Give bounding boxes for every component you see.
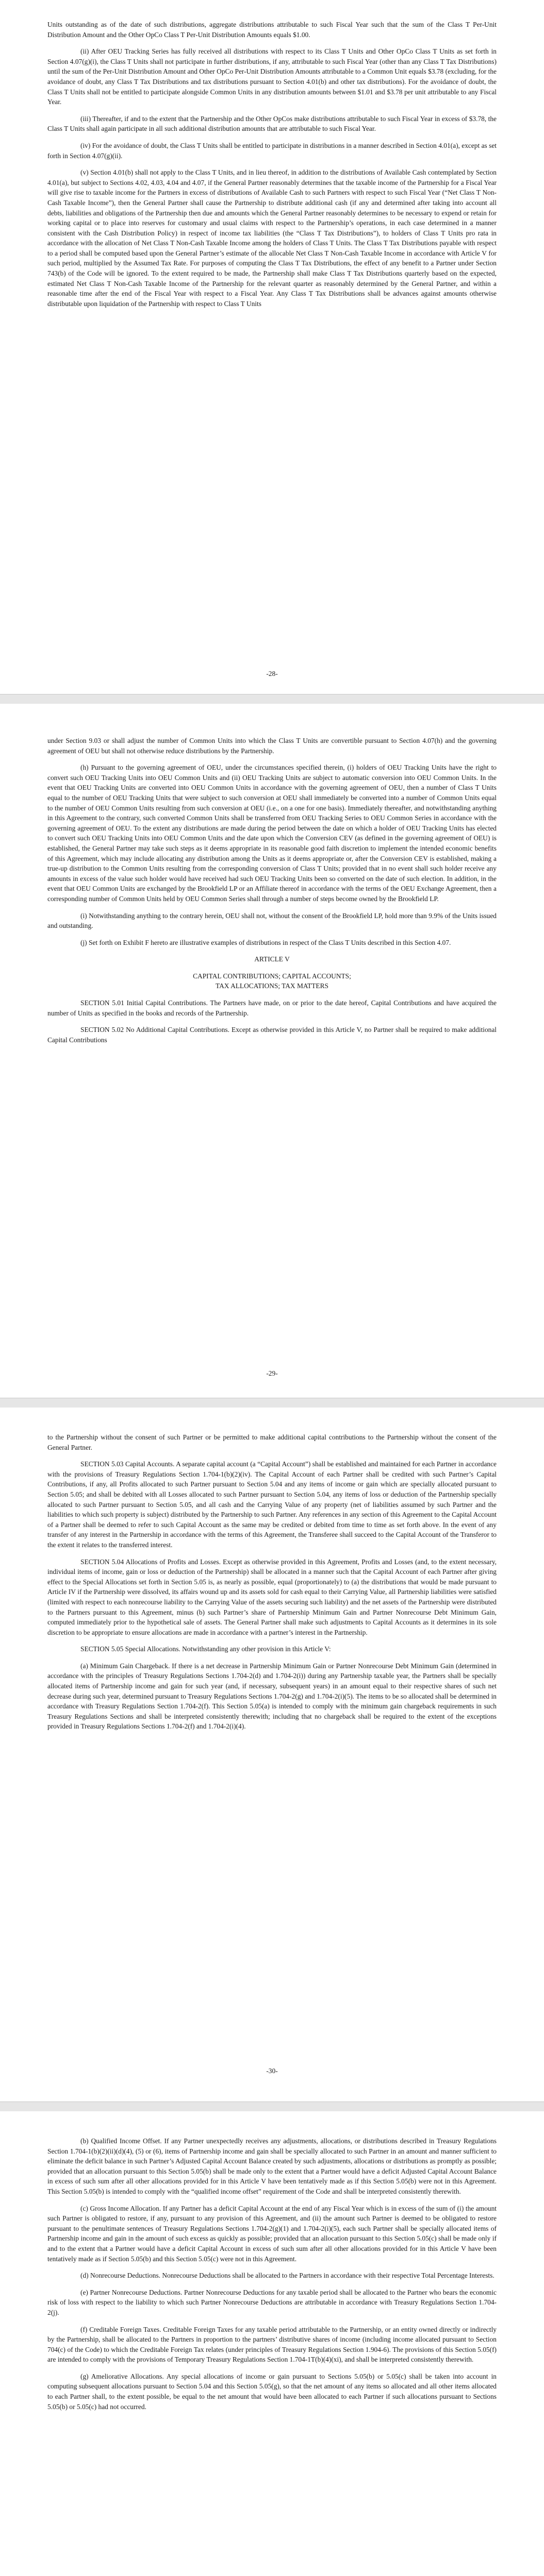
document-page-28	[0, 0, 544, 694]
paragraph: (f) Creditable Foreign Taxes. Creditable Foreign Taxes for any taxable period attributable to the Partnership, or an entity owned directly or indirectly by the Partnership, shall be allocated to the Partners in proportion to the partners’ distributive shares of income (including income allocated pursuant to Section 704(c) of the Code) to which the Creditable Foreign Tax relates (under principles of Treasury Regulations Section 1.904-6). The provisions of this Section 5.05(f) are intended to comply with the provisions of Temporary Treasury Regulations Section 1.704-1T(b)(4)(xi), and shall be interpreted consistently therewith.	[47, 2325, 497, 2364]
paragraph: Units outstanding as of the date of such distributions, aggregate distributions attributable to such Fiscal Year such that the sum of the Class T Per-Unit Distribution Amount and the Other OpCo Class T Per-Unit Distribution Amounts equals $1.00.	[47, 21, 497, 39]
paragraph: (d) Nonrecourse Deductions. Nonrecourse Deductions shall be allocated to the Partners in accordance with their respective Total Percentage Interests.	[80, 2272, 494, 2280]
paragraph: (iii) Thereafter, if and to the extent that the Partnership and the Other OpCos make distributions attributable to such Fiscal Year in excess of $3.78, the Class T Units shall again participate in all such additional distribution amounts that are attributable to such Fiscal Year.	[47, 114, 497, 133]
section-paragraph: SECTION 5.02 No Additional Capital Contributions. Except as otherwise provided in this Article V, no Partner shall be required to make additional Capital Contributions	[47, 1026, 497, 1044]
paragraph: (g) Ameliorative Allocations. Any special allocations of income or gain pursuant to Sections 5.05(b) or 5.05(c) shall be taken into account in computing subsequent allocations pursuant to Section 5.04 and this Section 5.05(g), so that the net amount of any items so allocated and all other items allocated to each Partner shall, to the extent possible, be equal to the net amount that would have been allocated to each Partner if such allocations pursuant to Sections 5.05(b) or 5.05(c) had not occurred.	[47, 2372, 497, 2411]
page-separator	[0, 694, 544, 704]
article-number: ARTICLE V	[254, 955, 290, 963]
page-30-body	[47, 1432, 497, 1738]
page-31-body	[47, 2136, 497, 2418]
section-paragraph: SECTION 5.04 Allocations of Profits and Losses. Except as otherwise provided in this Agreement, Profits and Losses (and, to the extent necessary, individual items of income, gain or loss or deduction of the Partnership) shall be allocated in a manner such that the Capital Account of each Partner after giving effect to the Special Allocations set forth in Section 5.05 is, as nearly as possible, equal (proportionately) to (a) the distributions that would be made pursuant to Article IV if the Partnership were dissolved, its affairs wound up and its assets sold for cash equal to their Carrying Value, all Partnership liabilities were satisfied (limited with respect to each nonrecourse liability to the Carrying Value of the assets securing such liability) and the net assets of the Partnership were distributed to the Partners pursuant to this Agreement, minus (b) such Partner’s share of Partnership Minimum Gain and Partner Nonrecourse Debt Minimum Gain, computed immediately prior to the hypothetical sale of assets. The General Partner shall make such adjustments to Capital Accounts as it determines in its sole discretion to be appropriate to ensure allocations are made in accordance with a partner’s interest in the Partnership.	[47, 1557, 497, 1636]
paragraph: to the Partnership without the consent of such Partner or be permitted to make additional capital contributions to the Partnership without the consent of the General Partner.	[47, 1433, 497, 1451]
paragraph: (b) Qualified Income Offset. If any Partner unexpectedly receives any adjustments, allocations, or distributions described in Treasury Regulations Section 1.704-1(b)(2)(ii)(d)(4), (5) or (6), items of Partnership income and gain shall be specially allocated to such Partner in an amount and manner sufficient to eliminate the deficit balance in such Partner’s Adjusted Capital Account Balance created by such adjustments, allocations or distributions as promptly as possible; provided that an allocation pursuant to this Section 5.05(b) shall be made only to the extent that a Partner would have a deficit Adjusted Capital Account Balance in excess of such sum after all other allocations provided for in this Article V have been tentatively made as if this Section 5.05(b) were not in this Agreement. This Section 5.05(b) is intended to comply with the “qualified income offset” requirement of the Code and shall be interpreted consistently therewith.	[47, 2137, 497, 2195]
section-paragraph: SECTION 5.03 Capital Accounts. A separate capital account (a “Capital Account”) shall be established and maintained for each Partner in accordance with the provisions of Treasury Regulations Section 1.704-1(b)(2)(iv). The Capital Account of each Partner shall be credited with such Partner’s Capital Contributions, if any, all Profits allocated to such Partner pursuant to Section 5.04 and any items of income or gain which are specially allocated pursuant to Section 5.05; and shall be debited with all Losses allocated to such Partner pursuant to Section 5.04, any items of loss or deduction of the Partnership specially allocated to such Partner pursuant to Section 5.05, and all cash and the Carrying Value of any property (net of liabilities assumed by such Partner and the liabilities to which such property is subject) distributed by the Partnership to such Partner. Any references in any section of this Agreement to the Capital Account of a Partner shall be deemed to refer to such Capital Account as the same may be credited or debited from time to time as set forth above. In the event of any transfer of any interest in the Partnership in accordance with the terms of this Agreement, the Transferee shall succeed to the Capital Account of the Transferor to the extent it relates to the transferred interest.	[47, 1460, 497, 1549]
section-paragraph: SECTION 5.01 Initial Capital Contributions. The Partners have made, on or prior to the date hereof, Capital Contributions and have acquired the number of Units as specified in the books and records of the Partnership.	[47, 999, 497, 1017]
paragraph: (e) Partner Nonrecourse Deductions. Partner Nonrecourse Deductions for any taxable period shall be allocated to the Partner who bears the economic risk of loss with respect to the liability to which such Partner Nonrecourse Deductions are attributable in accordance with Treasury Regulations Section 1.704-2(j).	[47, 2288, 497, 2316]
document-page-29	[0, 704, 544, 1398]
page-separator	[0, 1398, 544, 1408]
section-paragraph: SECTION 5.05 Special Allocations. Notwithstanding any other provision in this Article V:	[80, 1645, 331, 1653]
paragraph: (a) Minimum Gain Chargeback. If there is a net decrease in Partnership Minimum Gain or Partner Nonrecourse Debt Minimum Gain (determined in accordance with the principles of Treasury Regulations Sections 1.704-2(d) and 1.704-2(i)) during any Partnership taxable year, the Partners shall be specially allocated items of Partnership income and gain for such year (and, if necessary, subsequent years) in an amount equal to their respective shares of such net decrease during such year, determined pursuant to Treasury Regulations Sections 1.704-2(g) and 1.704-2(i)(5). The items to be so allocated shall be determined in accordance with Treasury Regulations Section 1.704-2(f). This Section 5.05(a) is intended to comply with the minimum gain chargeback requirements in such Treasury Regulations Sections and shall be interpreted consistently therewith; including that no chargeback shall be required to the extent of the exceptions provided in Treasury Regulations Sections 1.704-2(f) and 1.704-2(i)(4).	[47, 1662, 497, 1731]
page-separator	[0, 2102, 544, 2112]
page-number: -29-	[266, 1369, 278, 1377]
page-29-body	[47, 736, 497, 1052]
document-page-30	[0, 1408, 544, 2102]
paragraph: (iv) For the avoidance of doubt, the Class T Units shall be entitled to participate in distributions in a manner described in Section 4.01(a), except as set forth in Section 4.07(g)(ii).	[47, 141, 497, 160]
page-number: -28-	[266, 670, 278, 677]
document-page-31	[0, 2111, 544, 2576]
paragraph: (j) Set forth on Exhibit F hereto are illustrative examples of distributions in respect of the Class T Units described in this Section 4.07.	[80, 938, 451, 946]
paragraph: (v) Section 4.01(b) shall not apply to the Class T Units, and in lieu thereof, in addition to the distributions of Available Cash contemplated by Section 4.01(a), but subject to Sections 4.02, 4.03, 4.04 and 4.07, if the General Partner reasonably determines that the taxable income of the Partnership for a Fiscal Year will give rise to taxable income for the Partners in excess of distributions of Available Cash to such Partners with respect to such Fiscal Year (“Net Class T Non-Cash Taxable Income”), then the General Partner shall cause the Partnership to distribute additional cash (if any and determined after taking into account all debts, liabilities and obligations of the Partnership then due and amounts which the General Partner reasonably determines to be necessary to expend or retain for working capital or to place into reserves for customary and usual claims with respect to the Partnership’s operations, in each case determined in a manner consistent with the Cash Distribution Policy) in respect of income tax liabilities (the “Class T Tax Distributions”), to holders of Class T Units pro rata in accordance with the allocation of Net Class T Non-Cash Taxable Income among the holders of Class T Units. The Class T Tax Distributions payable with respect to a period shall be computed based upon the General Partner’s estimate of the allocable Net Class T Non-Cash Taxable Income in accordance with Article V for such period, multiplied by the Assumed Tax Rate. For purposes of computing the Class T Tax Distributions, the effect of any benefit to a Partner under Section 743(b) of the Code will be ignored. To the extent required to be made, the Partnership shall make Class T Tax Distributions quarterly based on the expected, estimated Net Class T Non-Cash Taxable Income of the Partnership for the relevant quarter as reasonably determined by the General Partner, and within a reasonable time after the end of the Fiscal Year with respect to a Fiscal Year. Any Class T Tax Distributions shall be advances against amounts otherwise distributable upon liquidation of the Partnership with respect to Class T Units	[47, 168, 497, 308]
page-28-body	[47, 20, 497, 315]
paragraph: under Section 9.03 or shall adjust the number of Common Units into which the Class T Units are convertible pursuant to Section 4.07(h) and the governing agreement of OEU but shall not otherwise reduce distributions by the Partnership.	[47, 737, 497, 755]
paragraph: (h) Pursuant to the governing agreement of OEU, under the circumstances specified therein, (i) holders of OEU Tracking Units have the right to convert such OEU Tracking Units into OEU Common Units and (ii) OEU Tracking Units are subject to automatic conversion into OEU Common Units. In the event that OEU Tracking Units are converted into OEU Common Units in accordance with the governing agreement of OEU, then a number of Class T Units equal to the number of OEU Tracking Units that were subject to such conversion at OEU shall immediately be converted into a number of Common Units equal to the number of OEU Common Units resulting from such conversion at OEU (i.e., on a one for one basis). Immediately thereafter, and notwithstanding anything in this Agreement to the contrary, such converted Common Units shall be transferred from OEU Tracking Series to OEU Common Series in accordance with the governing agreement of OEU. To the extent any distributions are made during the period between the date on which a holder of OEU Tracking Units has elected to convert such OEU Tracking Units into OEU Common Units and the date upon which the Conversion CEV (as defined in the governing agreement of OEU) is established, the General Partner may take such steps as it deems appropriate in its reasonable good faith discretion to implement the intended economic benefits of this Agreement, which may include allocating any distribution among the Units as it deems appropriate or, after the Conversion CEV is established, making a true-up distribution to the Common Units resulting from the corresponding conversion of Class T Units; provided that in no event shall such holder receive any amounts in excess of the value such holder would have received had such OEU Tracking Units been so converted on the date of such election. In addition, in the event that OEU Common Units are exchanged by the Brookfield LP or an Affiliate thereof in accordance with the terms of the OEU Exchange Agreement, then a corresponding number of Common Units held by OEU Common Series shall through a number of steps become owned by the Brookfield LP.	[47, 764, 497, 903]
page-number: -30-	[266, 2067, 278, 2075]
article-title-line-2: TAX ALLOCATIONS; TAX MATTERS	[216, 982, 328, 990]
paragraph: (ii) After OEU Tracking Series has fully received all distributions with respect to its Class T Units and Other OpCo Class T Units as set forth in Section 4.07(g)(i), the Class T Units shall not participate in further distributions, if any, attributable to such Fiscal Year (other than any Class T Tax Distributions) until the sum of the Per-Unit Distribution Amount and Other OpCo Per-Unit Distribution Amounts attributable to a Common Unit equals $3.78 (excluding, for the avoidance of doubt, any Class T Tax Distributions and tax distributions pursuant to Section 4.01(b) and other tax distributions). For the avoidance of doubt, the Class T Units shall not be entitled to participate alongside Common Units in any distribution amounts between $1.01 and $3.78 per unit attributable to any Fiscal Year.	[47, 47, 497, 106]
paragraph: (i) Notwithstanding anything to the contrary herein, OEU shall not, without the consent of the Brookfield LP, hold more than 9.9% of the Units issued and outstanding.	[47, 911, 497, 930]
article-title-line-1: CAPITAL CONTRIBUTIONS; CAPITAL ACCOUNTS;	[193, 972, 351, 980]
paragraph: (c) Gross Income Allocation. If any Partner has a deficit Capital Account at the end of any Fiscal Year which is in excess of the sum of (i) the amount such Partner is obligated to restore, if any, pursuant to any provision of this Agreement, and (ii) the amount such Partner is deemed to be obligated to restore pursuant to the penultimate sentences of Treasury Regulations Sections 1.704-2(g)(1) and 1.704-2(i)(5), each such Partner shall be specially allocated items of Partnership income and gain in the amount of such excess as quickly as possible; provided that an allocation pursuant to this Section 5.05(c) shall be made only if and to the extent that a Partner would have a deficit Capital Account in excess of such sum after all other allocations provided for in this Article V have been tentatively made as if Section 5.05(b) and this Section 5.05(c) were not in this Agreement.	[47, 2204, 497, 2263]
